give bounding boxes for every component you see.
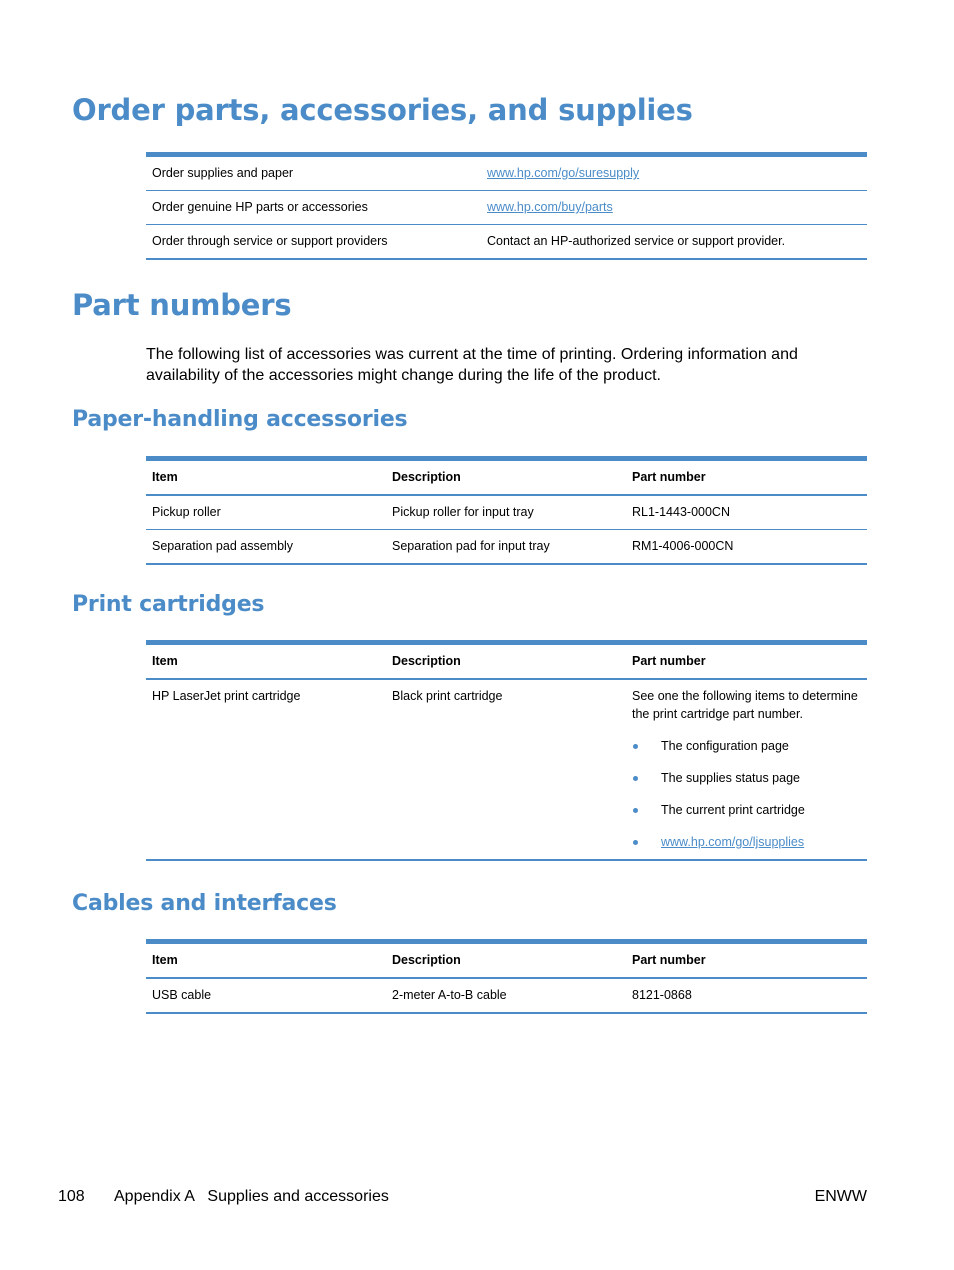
list-item: The current print cartridge	[632, 801, 861, 819]
column-header-part-number: Part number	[632, 654, 706, 668]
order-value: Contact an HP-authorized service or support provider.	[481, 225, 867, 260]
cell-item: USB cable	[152, 988, 212, 1002]
cell-description: Pickup roller for input tray	[392, 505, 534, 519]
footer-enww: ENWW	[814, 1188, 867, 1205]
order-label: Order genuine HP parts or accessories	[146, 191, 481, 225]
table-row	[146, 191, 867, 225]
list-item: The supplies status page	[632, 769, 861, 787]
part-numbers-heading: Part numbers	[72, 288, 292, 322]
bullet-list	[632, 737, 861, 851]
cell-part-number: RL1-1443-000CN	[632, 505, 730, 519]
table-row	[146, 225, 867, 260]
column-header-description: Description	[392, 953, 461, 967]
cell-item: Separation pad assembly	[146, 530, 386, 565]
cables-heading: Cables and interfaces	[72, 891, 337, 916]
column-header-part-number: Part number	[632, 470, 706, 484]
order-label: Order supplies and paper	[152, 166, 294, 180]
footer-section: Appendix A Supplies and accessories	[114, 1188, 389, 1205]
column-header-description: Description	[392, 470, 461, 484]
order-value	[481, 155, 867, 191]
part-number-intro: See one the following items to determine the print cartridge part number.	[632, 689, 858, 721]
table-header-row	[146, 459, 867, 496]
table-row	[146, 155, 867, 191]
order-table	[146, 152, 867, 260]
ljsupplies-link[interactable]: www.hp.com/go/ljsupplies	[661, 835, 805, 849]
suresupply-link[interactable]: www.hp.com/go/suresupply	[487, 166, 640, 180]
order-heading: Order parts, accessories, and supplies	[72, 93, 693, 127]
table-row	[146, 679, 867, 860]
cell-part-number: RM1-4006-000CN	[626, 530, 867, 565]
cell-description: 2-meter A-to-B cable	[392, 988, 507, 1002]
cell-part-number: 8121-0868	[632, 988, 692, 1002]
cell-item: HP LaserJet print cartridge	[152, 689, 301, 703]
cables-table	[146, 939, 867, 1014]
list-item	[632, 833, 861, 851]
column-header-part-number: Part number	[632, 953, 706, 967]
table-row	[146, 978, 867, 1013]
order-label: Order through service or support providers	[146, 225, 481, 260]
order-value	[481, 191, 867, 225]
column-header-item: Item	[152, 953, 178, 967]
column-header-item: Item	[152, 470, 178, 484]
list-item: The configuration page	[632, 737, 861, 755]
page-number: 108	[58, 1188, 85, 1205]
cartridge-table	[146, 640, 867, 861]
paper-handling-heading: Paper-handling accessories	[72, 407, 408, 432]
table-header-row	[146, 643, 867, 680]
column-header-item: Item	[152, 654, 178, 668]
cell-item: Pickup roller	[152, 505, 221, 519]
paper-handling-table	[146, 456, 867, 565]
print-cartridges-heading: Print cartridges	[72, 592, 265, 617]
table-row	[146, 530, 867, 565]
cell-description: Separation pad for input tray	[386, 530, 626, 565]
cell-description: Black print cartridge	[392, 689, 503, 703]
cell-part-number	[626, 679, 867, 860]
parts-link[interactable]: www.hp.com/buy/parts	[487, 200, 613, 214]
table-row	[146, 495, 867, 530]
table-header-row	[146, 942, 867, 979]
column-header-description: Description	[392, 654, 461, 668]
intro-paragraph: The following list of accessories was current at the time of printing. Ordering information and availability of the accessories might change during the life of the product.	[146, 346, 798, 384]
